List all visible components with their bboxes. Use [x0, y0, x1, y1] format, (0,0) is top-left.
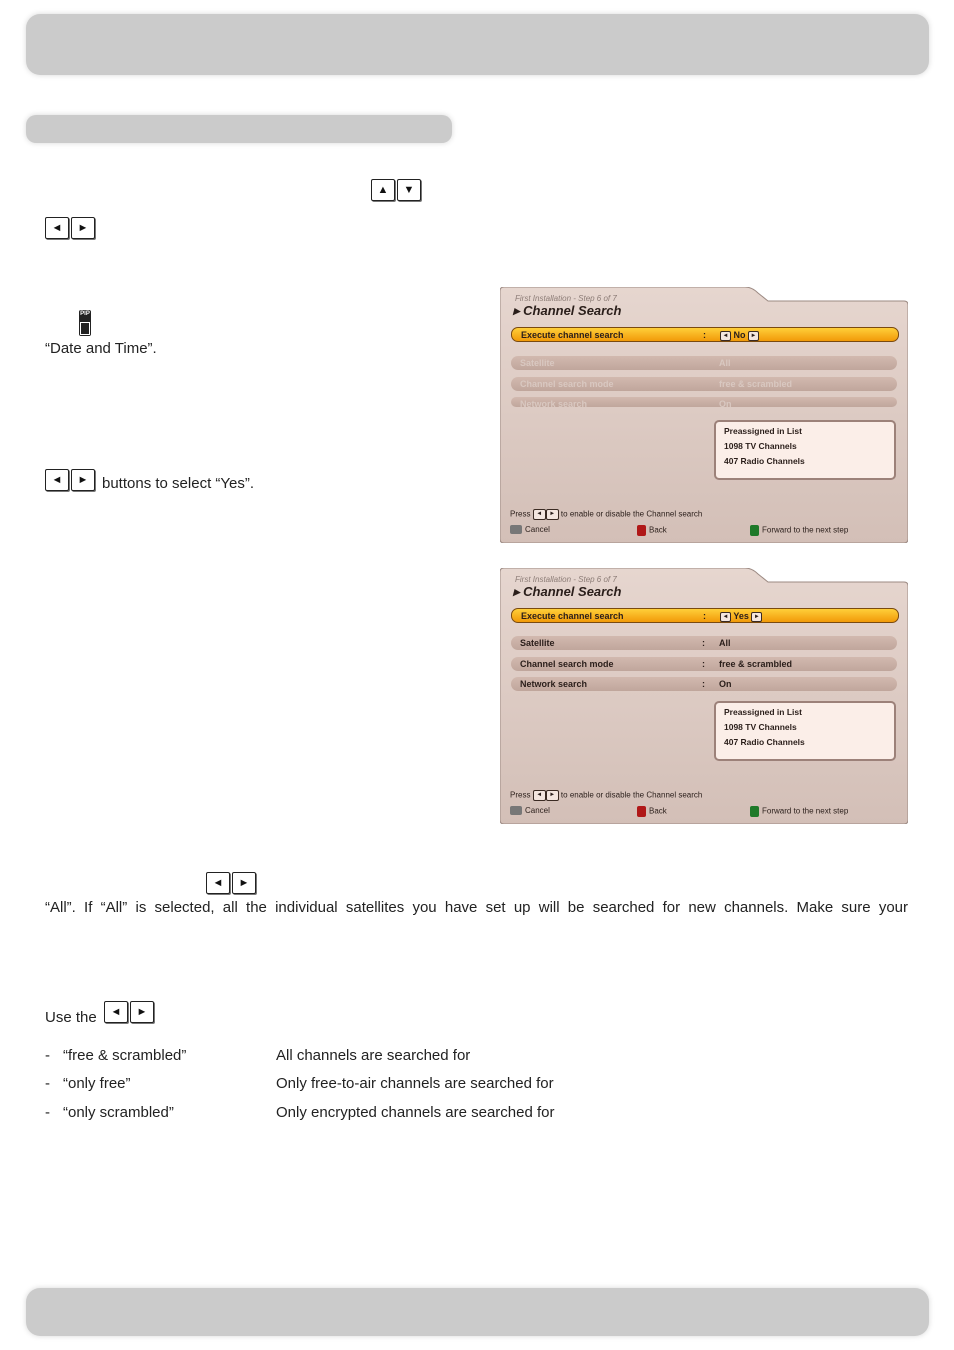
section-heading-band	[26, 115, 452, 143]
left-arrow-icon: ◄	[206, 872, 230, 894]
hint-text: Press ◄ ► to enable or disable the Channel search	[510, 790, 703, 800]
right-arrow-icon: ►	[71, 469, 95, 491]
left-right-key-icon	[104, 1001, 154, 1023]
use-the-text: Use the	[45, 1009, 97, 1026]
screen-title: ▸ Channel Search	[513, 303, 622, 318]
select-yes-text: buttons to select “Yes”.	[102, 475, 255, 492]
forward-action[interactable]: Forward to the next step	[750, 806, 848, 817]
step-breadcrumb: First Installation - Step 6 of 7	[515, 294, 617, 303]
list-item-desc: Only encrypted channels are searched for	[276, 1104, 555, 1121]
satellite-row: Satellite All	[511, 356, 897, 370]
step-breadcrumb: First Installation - Step 6 of 7	[515, 575, 617, 584]
channel-info-box: Preassigned in List 1098 TV Channels 407 Radio Channels	[714, 701, 896, 761]
left-arrow-icon: ◄	[533, 509, 546, 520]
satellite-paragraph: “All”. If “All” is selected, all the individual satellites you have set up will be searched for new channels. Make sure your	[45, 899, 908, 916]
list-item-dash: -	[45, 1104, 50, 1121]
right-arrow-icon: ►	[546, 509, 559, 520]
left-arrow-icon: ◄	[720, 612, 731, 622]
right-arrow-icon: ►	[748, 331, 759, 341]
exit-button-icon	[510, 525, 522, 534]
header-band	[26, 14, 929, 75]
hint-text: Press ◄ ► to enable or disable the Channel search	[510, 509, 703, 519]
channel-search-screen-no	[500, 287, 908, 543]
list-item-desc: Only free-to-air channels are searched for	[276, 1075, 554, 1092]
osd-panel	[500, 568, 908, 824]
execute-search-row[interactable]: Execute channel search : ◄ Yes ►	[511, 608, 899, 623]
satellite-row[interactable]: Satellite : All	[511, 636, 897, 650]
screen-title: ▸ Channel Search	[513, 584, 622, 599]
date-time-text: “Date and Time”.	[45, 340, 157, 357]
red-button-icon	[637, 806, 646, 817]
up-arrow-icon: ▲	[371, 179, 395, 201]
red-button-icon	[637, 525, 646, 536]
left-arrow-icon: ◄	[104, 1001, 128, 1023]
left-arrow-icon: ◄	[45, 217, 69, 239]
footer-band	[26, 1288, 929, 1336]
pip-button-icon: PIP	[79, 310, 91, 336]
list-item-dash: -	[45, 1047, 50, 1064]
list-item-dash: -	[45, 1075, 50, 1092]
list-item-name: “free & scrambled”	[63, 1047, 187, 1064]
list-item-name: “only free”	[63, 1075, 131, 1092]
left-right-key-icon	[45, 469, 95, 491]
channel-search-screen-yes	[500, 568, 908, 824]
left-arrow-icon: ◄	[720, 331, 731, 341]
right-arrow-icon: ►	[130, 1001, 154, 1023]
forward-action[interactable]: Forward to the next step	[750, 525, 848, 536]
right-arrow-icon: ►	[546, 790, 559, 801]
cancel-action[interactable]: Cancel	[510, 806, 550, 815]
right-arrow-icon: ►	[232, 872, 256, 894]
channel-search-mode-row: Channel search mode free & scrambled	[511, 377, 897, 391]
osd-panel	[500, 287, 908, 543]
back-action[interactable]: Back	[637, 525, 667, 536]
execute-search-row[interactable]: Execute channel search : ◄ No ►	[511, 327, 899, 342]
left-arrow-icon: ◄	[45, 469, 69, 491]
green-button-icon	[750, 806, 759, 817]
exit-button-icon	[510, 806, 522, 815]
cancel-action[interactable]: Cancel	[510, 525, 550, 534]
list-item-desc: All channels are searched for	[276, 1047, 471, 1064]
left-right-key-icon	[45, 217, 95, 239]
up-down-key-icon	[371, 179, 421, 201]
left-arrow-icon: ◄	[533, 790, 546, 801]
right-arrow-icon: ►	[71, 217, 95, 239]
channel-search-mode-row[interactable]: Channel search mode : free & scrambled	[511, 657, 897, 671]
back-action[interactable]: Back	[637, 806, 667, 817]
right-arrow-icon: ►	[751, 612, 762, 622]
down-arrow-icon: ▼	[397, 179, 421, 201]
network-search-row: Network search On	[511, 397, 897, 407]
green-button-icon	[750, 525, 759, 536]
list-item-name: “only scrambled”	[63, 1104, 174, 1121]
network-search-row[interactable]: Network search : On	[511, 677, 897, 691]
channel-info-box: Preassigned in List 1098 TV Channels 407 Radio Channels	[714, 420, 896, 480]
left-right-key-icon	[206, 872, 256, 894]
